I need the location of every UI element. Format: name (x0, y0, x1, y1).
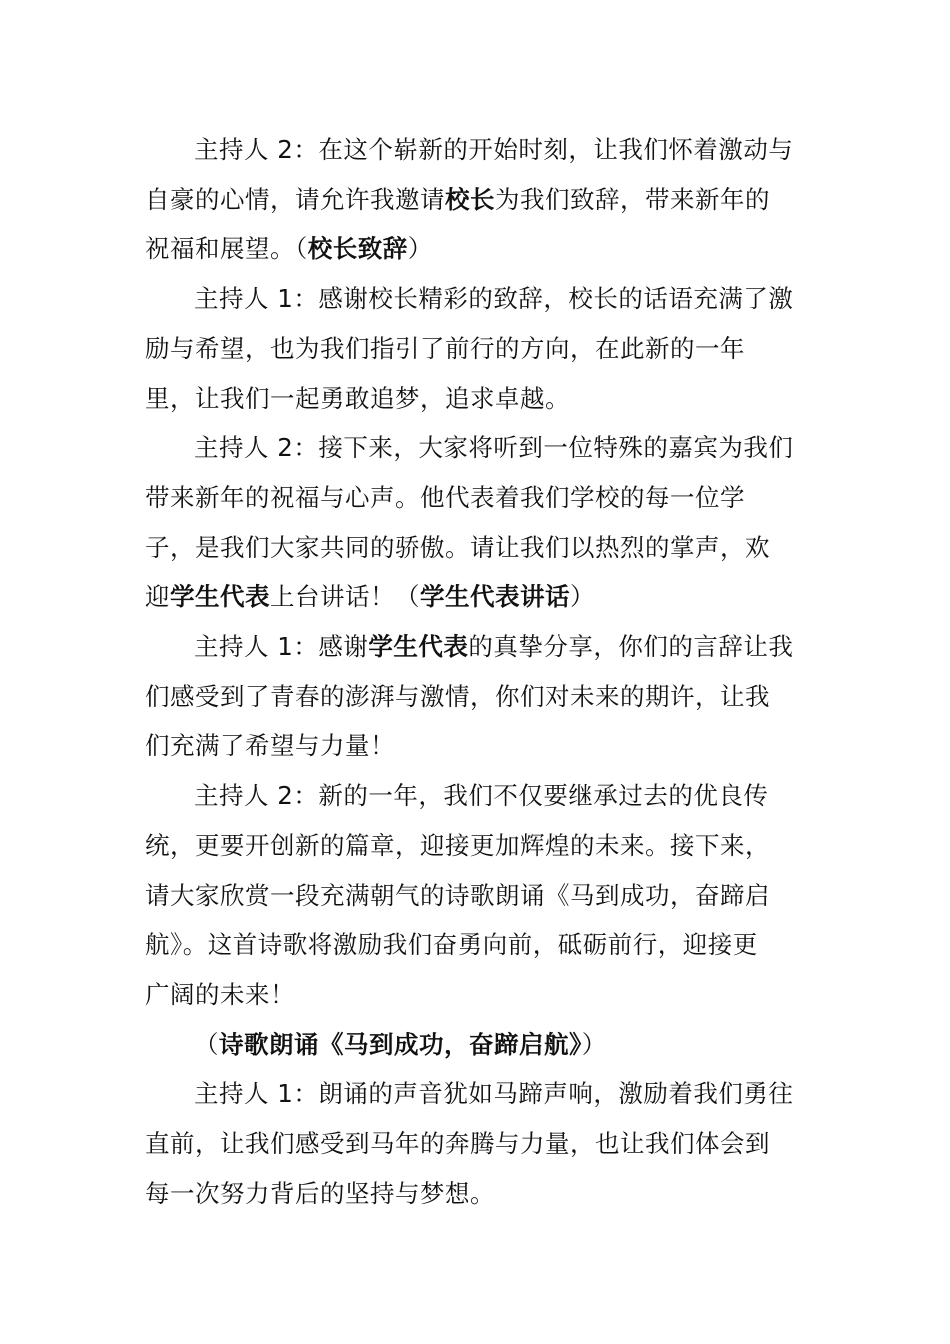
paragraph-2-line-3 (145, 384, 570, 414)
text-segment: ） (570, 582, 595, 612)
bold-text: 学生代表 (170, 582, 270, 612)
text-segment: 带来新年的祝福与心声。他代表着我们学校的每一位学 (145, 482, 745, 512)
text-segment: 励与希望，也为我们指引了前行的方向，在此新的一年 (145, 333, 745, 363)
text-segment: 迎 (145, 582, 170, 612)
text-segment: ） (407, 234, 433, 264)
paragraph-1-line-3 (145, 234, 433, 264)
paragraph-5-line-4 (145, 930, 758, 960)
text-segment: 广阔的未来！ (145, 979, 295, 1009)
paragraph-6-line-1 (194, 1030, 607, 1060)
text-segment: 直前，让我们感受到马年的奔腾与力量，也让我们体会到 (145, 1129, 770, 1158)
text-segment: 主持人 2：在这个崭新的开始时刻，让我们怀着激动与 (194, 135, 794, 164)
text-segment: 子，是我们大家共同的骄傲。请让我们以热烈的掌声，欢 (145, 532, 770, 562)
text-segment: 的真挚分享，你们的言辞让我 (468, 632, 794, 661)
paragraph-5-line-5 (145, 980, 295, 1010)
text-segment: 主持人 1：感谢校长精彩的致辞，校长的话语充满了激 (194, 284, 794, 314)
paragraph-5-line-2 (145, 831, 770, 861)
text-segment: 里，让我们一起勇敢追梦，追求卓越。 (145, 383, 570, 413)
paragraph-3-line-2 (145, 483, 745, 513)
paragraph-4-line-2 (145, 682, 770, 712)
text-segment: 主持人 2：接下来，大家将听到一位特殊的嘉宾为我们 (194, 433, 794, 463)
text-segment: 自豪的心情，请允许我邀请 (145, 184, 445, 214)
paragraph-7-line-3 (145, 1179, 495, 1209)
text-segment: 为我们致辞，带来新年的 (495, 184, 770, 214)
bold-text: 校长致辞 (307, 234, 408, 264)
bold-text: 学生代表 (368, 632, 469, 661)
text-segment: 统，更要开创新的篇章，迎接更加辉煌的未来。接下来， (145, 830, 770, 860)
paragraph-3-line-3 (145, 533, 770, 563)
paragraph-7-line-1 (194, 1079, 793, 1109)
paragraph-3-line-4 (145, 582, 595, 612)
paragraph-3-line-1 (194, 433, 793, 463)
paragraph-7-line-2 (145, 1129, 770, 1159)
paragraph-5-line-3 (145, 881, 770, 911)
paragraph-2-line-1 (194, 284, 793, 314)
paragraph-5-line-1 (194, 781, 768, 811)
paragraph-2-line-2 (145, 334, 745, 364)
bold-text: 学生代表讲话 (420, 582, 570, 612)
text-segment: ） (581, 1029, 607, 1059)
text-segment: 主持人 1：朗诵的声音犹如马蹄声响，激励着我们勇往 (194, 1079, 794, 1109)
text-segment: 航》。这首诗歌将激励我们奋勇向前，砥砺前行，迎接更 (145, 930, 758, 960)
bold-text: 诗歌朗诵《马到成功，奋蹄启航》 (219, 1029, 582, 1059)
paragraph-4-line-3 (145, 731, 395, 761)
text-segment: 们感受到了青春的澎湃与激情，你们对未来的期许，让我 (145, 681, 770, 711)
text-segment: 上台讲话！（ (270, 582, 420, 612)
text-segment: 祝福和展望。（ (145, 234, 308, 264)
paragraph-1-line-2 (145, 185, 770, 215)
text-segment: 每一次努力背后的坚持与梦想。 (145, 1178, 495, 1208)
paragraph-1-line-1 (194, 135, 793, 165)
text-segment: 们充满了希望与力量！ (145, 731, 395, 761)
text-segment: 主持人 1：感谢 (194, 632, 369, 661)
paragraph-4-line-1 (194, 632, 793, 662)
text-segment: 请大家欣赏一段充满朝气的诗歌朗诵《马到成功，奋蹄启 (145, 880, 770, 910)
bold-text: 校长 (445, 184, 495, 214)
text-segment: 主持人 2：新的一年，我们不仅要继承过去的优良传 (194, 781, 769, 811)
text-segment: （ (194, 1029, 219, 1059)
